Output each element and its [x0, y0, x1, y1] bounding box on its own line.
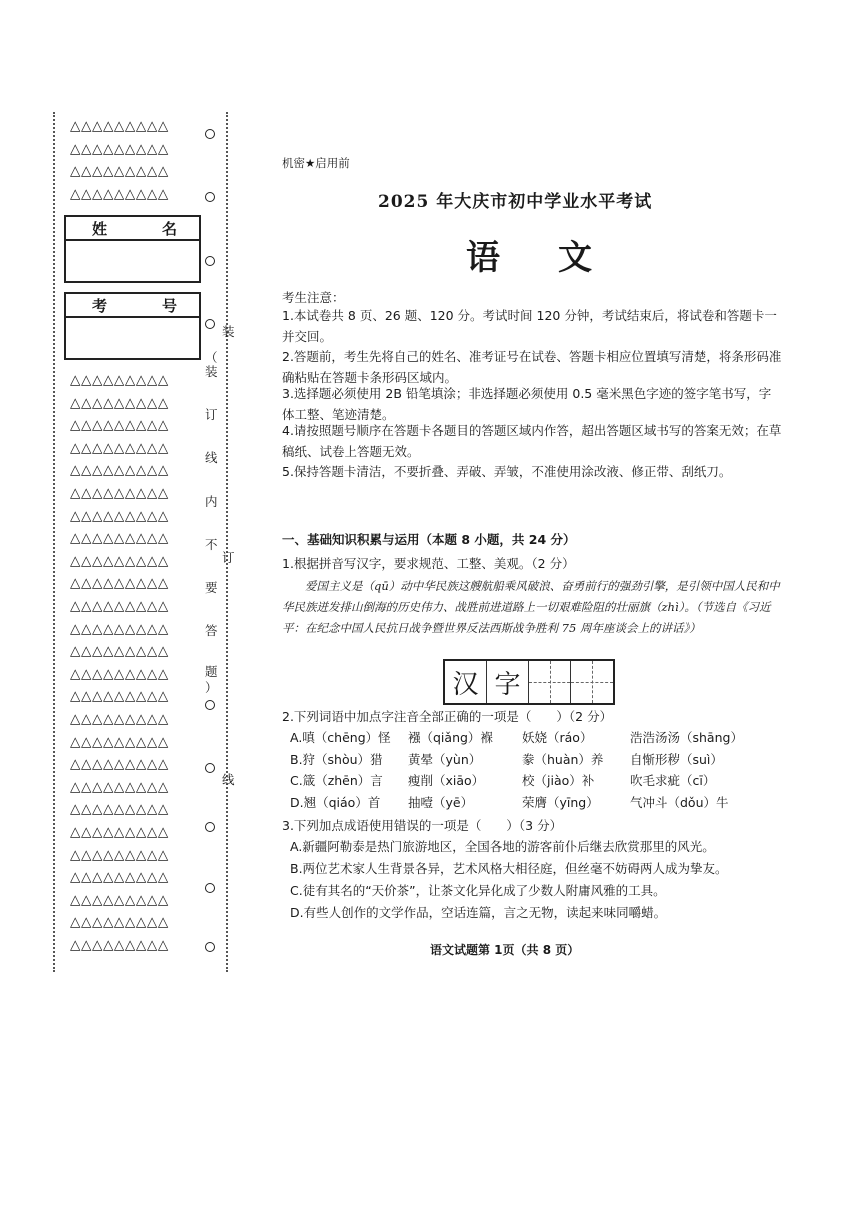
binding-vertical-char: ）: [205, 680, 218, 695]
binding-vertical-char: 订: [205, 407, 218, 422]
question-1-stem: 1.根据拼音写汉字，要求规范、工整、美观。（2 分）: [282, 556, 575, 571]
question-3-stem: 3.下列加点成语使用错误的一项是（ ）（3 分）: [282, 818, 563, 833]
triangle-row: △△△△△△△△△: [70, 824, 169, 840]
question-2-option: C.箴（zhēn）言: [290, 773, 383, 788]
binding-vertical-char: 要: [205, 580, 218, 595]
question-2-option: D.翘（qiáo）首: [290, 794, 381, 810]
binding-hole: [205, 763, 215, 773]
id-label-b: 号: [161, 296, 177, 315]
triangle-row: △△△△△△△△△: [70, 620, 169, 637]
left-dotted-line: [53, 112, 55, 972]
triangle-row: △△△△△△△△△: [70, 688, 169, 705]
notice-heading: 考生注意：: [282, 290, 345, 305]
question-2-option: 豢（huàn）养: [522, 751, 604, 767]
question-3-option: A.新疆阿勒泰是热门旅游地区，全国各地的游客前仆后继去欣赏那里的风光。: [290, 839, 715, 854]
binding-hole: [205, 883, 215, 893]
binding-hole: [205, 319, 215, 329]
notice-item: 2.答题前，考生先将自己的姓名、准考证号在试卷、答题卡相应位置填写清楚，将条形码准确粘贴在答题卡条形码区域内。: [282, 349, 782, 385]
question-2-option: 抽噎（yē）: [408, 794, 474, 810]
triangle-row: △△△△△△△△△: [70, 914, 169, 931]
binding-vertical-char: 不: [205, 537, 218, 552]
question-2-option: 襁（qiǎng）褓: [408, 730, 493, 745]
notice-item: 4.请按照题号顺序在答题卡各题目的答题区域内作答，超出答题区域书写的答案无效；在草稿纸、试卷上答题无效。: [282, 423, 782, 459]
id-label-a: 考: [92, 296, 108, 315]
question-2-option: B.狩（shòu）猎: [290, 751, 383, 767]
section-heading: 一、基础知识积累与运用（本题 8 小题，共 24 分）: [282, 532, 576, 547]
question-2-option: 妖娆（ráo）: [522, 730, 593, 745]
page-footer: 语文试题第 1页（共 8 页）: [430, 943, 580, 957]
triangle-row: △△△△△△△△△: [70, 140, 169, 157]
triangle-row: △△△△△△△△△: [70, 711, 169, 727]
triangle-row: △△△△△△△△△: [70, 372, 169, 388]
question-3-option: C.徒有其名的“天价茶”，让茶文化异化成了少数人附庸风雅的工具。: [290, 883, 666, 898]
triangle-row: △△△△△△△△△: [70, 394, 169, 411]
triangle-row: △△△△△△△△△: [70, 185, 169, 202]
name-box: [64, 215, 201, 283]
question-2-option: 自惭形秽（suì）: [630, 751, 723, 767]
question-3-option: B.两位艺术家人生背景各异，艺术风格大相径庭，但丝毫不妨碍两人成为挚友。: [290, 861, 728, 876]
right-dotted-line: [226, 112, 228, 972]
grid-cell: 汉: [445, 661, 487, 703]
triangle-row: △△△△△△△△△: [70, 118, 169, 134]
binding-hole: [205, 256, 215, 266]
grid-cell-empty: [571, 661, 613, 703]
triangle-row: △△△△△△△△△: [70, 439, 169, 456]
triangle-row: △△△△△△△△△: [70, 485, 169, 501]
triangle-row: △△△△△△△△△: [70, 869, 169, 886]
triangle-row: △△△△△△△△△: [70, 846, 169, 863]
binding-vertical-char: 内: [205, 494, 218, 509]
exam-title: 2025 年大庆市初中学业水平考试: [378, 192, 653, 212]
grid-cell-empty: [529, 661, 571, 703]
binding-hole: [205, 822, 215, 832]
triangle-row: △△△△△△△△△: [70, 530, 169, 547]
binding-vertical-char: 装: [205, 364, 218, 379]
binding-vertical-char: 线: [205, 450, 218, 465]
triangle-row: △△△△△△△△△: [70, 598, 169, 614]
triangle-row: △△△△△△△△△: [70, 801, 169, 818]
confidential-label: 机密★启用前: [282, 156, 350, 170]
triangle-row: △△△△△△△△△: [70, 163, 169, 179]
question-1-passage: 爱国主义是（qū）动中华民族这艘航船乘风破浪、奋勇前行的强劲引擎，是引领中国人民和中华民族迸发排山倒海的历史伟力、战胜前进道路上一切艰难险阻的壮丽旗（zhì）。（节选自《习近平：在纪念中国人民抗日战争暨世界反法西斯战争胜利 75 周年座谈会上的讲话》）: [282, 579, 780, 635]
triangle-row: △△△△△△△△△: [70, 417, 169, 434]
question-2-option: 吹毛求疵（cī）: [630, 773, 716, 788]
binding-vertical-char: 订: [222, 550, 235, 565]
binding-vertical-char: 题: [205, 664, 218, 679]
triangle-row: △△△△△△△△△: [70, 756, 169, 773]
question-2-option: 校（jiào）补: [522, 773, 595, 788]
question-2-option: 荣膺（yīng）: [522, 794, 599, 810]
notice-item: 5.保持答题卡清洁，不要折叠、弄破、弄皱，不准使用涂改液、修正带、刮纸刀。: [282, 464, 732, 479]
grid-cell: 字: [487, 661, 529, 703]
question-2-option: 气冲斗（dǒu）牛: [630, 794, 729, 810]
triangle-row: △△△△△△△△△: [70, 575, 169, 592]
binding-hole: [205, 192, 215, 202]
exam-id-box: [64, 292, 201, 360]
question-2-option: 黄晕（yùn）: [408, 751, 482, 767]
binding-vertical-char: （: [205, 350, 218, 365]
binding-hole: [205, 942, 215, 952]
triangle-row: △△△△△△△△△: [70, 643, 169, 660]
triangle-row: △△△△△△△△△: [70, 778, 169, 795]
name-label-b: 名: [161, 219, 177, 238]
binding-vertical-char: 线: [222, 772, 235, 787]
writing-grid: [443, 659, 615, 705]
subject-title: 语文: [466, 238, 650, 278]
binding-hole: [205, 700, 215, 710]
question-2-option: 瘦削（xiāo）: [408, 773, 485, 788]
notice-item: 1.本试卷共 8 页、26 题、120 分。考试时间 120 分钟，考试结束后，将试卷和答题卡一并交回。: [282, 308, 777, 344]
triangle-row: △△△△△△△△△: [70, 937, 169, 953]
binding-hole: [205, 129, 215, 139]
binding-vertical-char: 答: [205, 623, 218, 638]
triangle-row: △△△△△△△△△: [70, 733, 169, 750]
notice-item: 3.选择题必须使用 2B 铅笔填涂；非选择题必须使用 0.5 毫米黑色字迹的签字笔书写，字体工整、笔迹清楚。: [282, 386, 772, 422]
question-2-stem: 2.下列词语中加点字注音全部正确的一项是（ ）（2 分）: [282, 709, 613, 724]
question-2-option: A.嗔（chēng）怪: [290, 730, 391, 745]
question-3-option: D.有些人创作的文学作品，空话连篇，言之无物，读起来味同嚼蜡。: [290, 905, 667, 920]
triangle-row: △△△△△△△△△: [70, 665, 169, 682]
binding-vertical-char: 装: [222, 324, 235, 339]
name-label-a: 姓: [92, 219, 108, 238]
triangle-row: △△△△△△△△△: [70, 507, 169, 524]
triangle-row: △△△△△△△△△: [70, 552, 169, 569]
triangle-row: △△△△△△△△△: [70, 891, 169, 908]
triangle-row: △△△△△△△△△: [70, 462, 169, 479]
question-2-option: 浩浩汤汤（shāng）: [630, 730, 743, 745]
